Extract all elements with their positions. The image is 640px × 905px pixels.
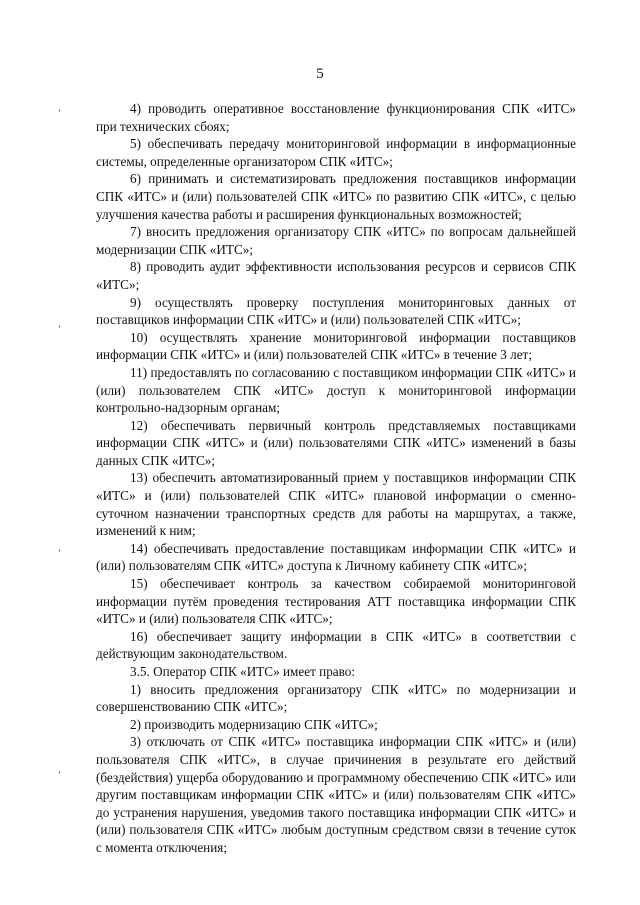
paragraph: 7) вносить предложения организатору СПК «ИТС» по вопросам дальнейшей модернизации СПК «ИТС»;	[96, 224, 576, 257]
paragraph: 3) отключать от СПК «ИТС» поставщика информации СПК «ИТС» и (или) пользователя СПК «ИТС», в случае причинения в результате его действий (бездействия) ущерба оборудованию и программному обеспечению СПК «ИТС» или другим поставщикам информации СПК «ИТС» и (или) пользователям СПК «ИТС» до устранения нарушения, уведомив такого поставщика информации СПК «ИТС» и (или) пользователя СПК «ИТС» любым доступным средством связи в течение суток с момента отключения;	[96, 734, 576, 855]
paragraph: 6) принимать и систематизировать предложения поставщиков информации СПК «ИТС» и (или) пользователей СПК «ИТС» по развитию СПК «ИТС», с целью улучшения качества работы и расширения функциональных возможностей;	[96, 171, 576, 222]
paragraph: 12) обеспечивать первичный контроль представляемых поставщиками информации СПК «ИТС» и (или) пользователями СПК «ИТС» изменений в базы данных СПК «ИТС»;	[96, 417, 576, 468]
page-number: 5	[316, 66, 324, 82]
scan-mark: ʼ	[58, 108, 61, 118]
section-heading: 3.5. Оператор СПК «ИТС» имеет право:	[130, 664, 356, 679]
document-body	[96, 100, 576, 857]
paragraph: 14) обеспечивать предоставление поставщикам информации СПК «ИТС» и (или) пользователям СПК «ИТС» доступа к Личному кабинету СПК «ИТС»;	[96, 540, 576, 574]
paragraph: 5) обеспечивать передачу мониторинговой информации в информационные системы, определенные организатором СПК «ИТС»;	[96, 136, 576, 169]
paragraph: 13) обеспечить автоматизированный прием у поставщиков информации СПК «ИТС» и (или) пользователей СПК «ИТС» плановой информации о сменно-суточном назначении транспортных средств для работы на маршрутах, а также, изменений к ним;	[96, 470, 576, 539]
paragraph: 2) производить модернизацию СПК «ИТС»;	[130, 716, 378, 732]
paragraph: 4) проводить оперативное восстановление функционирования СПК «ИТС» при технических сбоях;	[96, 101, 576, 134]
scan-mark: ʼ	[58, 324, 61, 334]
paragraph: 11) предоставлять по согласованию с поставщиком информации СПК «ИТС» и (или) пользователем СПК «ИТС» доступ к мониторинговой информации контрольно-надзорным органам;	[96, 364, 576, 416]
paragraph: 8) проводить аудит эффективности использования ресурсов и сервисов СПК «ИТС»;	[96, 259, 576, 292]
scan-mark: ʼ	[58, 548, 61, 558]
paragraph: 16) обеспечивает защиту информации в СПК «ИТС» в соответствии с действующим законодательством.	[96, 628, 576, 662]
paragraph: 10) осуществлять хранение мониторинговой информации поставщиков информации СПК «ИТС» и (или) пользователей СПК «ИТС» в течение 3 лет;	[96, 329, 576, 363]
paragraph: 15) обеспечивает контроль за качеством собираемой мониторинговой информации путём проведения тестирования АТТ поставщика информации СПК «ИТС» и (или) пользователя СПК «ИТС»;	[96, 576, 576, 627]
paragraph: 9) осуществлять проверку поступления мониторинговых данных от поставщиков информации СПК «ИТС» и (или) пользователей СПК «ИТС»;	[96, 294, 576, 328]
paragraph: 1) вносить предложения организатору СПК «ИТС» по модернизации и совершенствованию СПК «ИТС»;	[96, 681, 576, 715]
scan-mark: ʼ	[58, 770, 61, 780]
